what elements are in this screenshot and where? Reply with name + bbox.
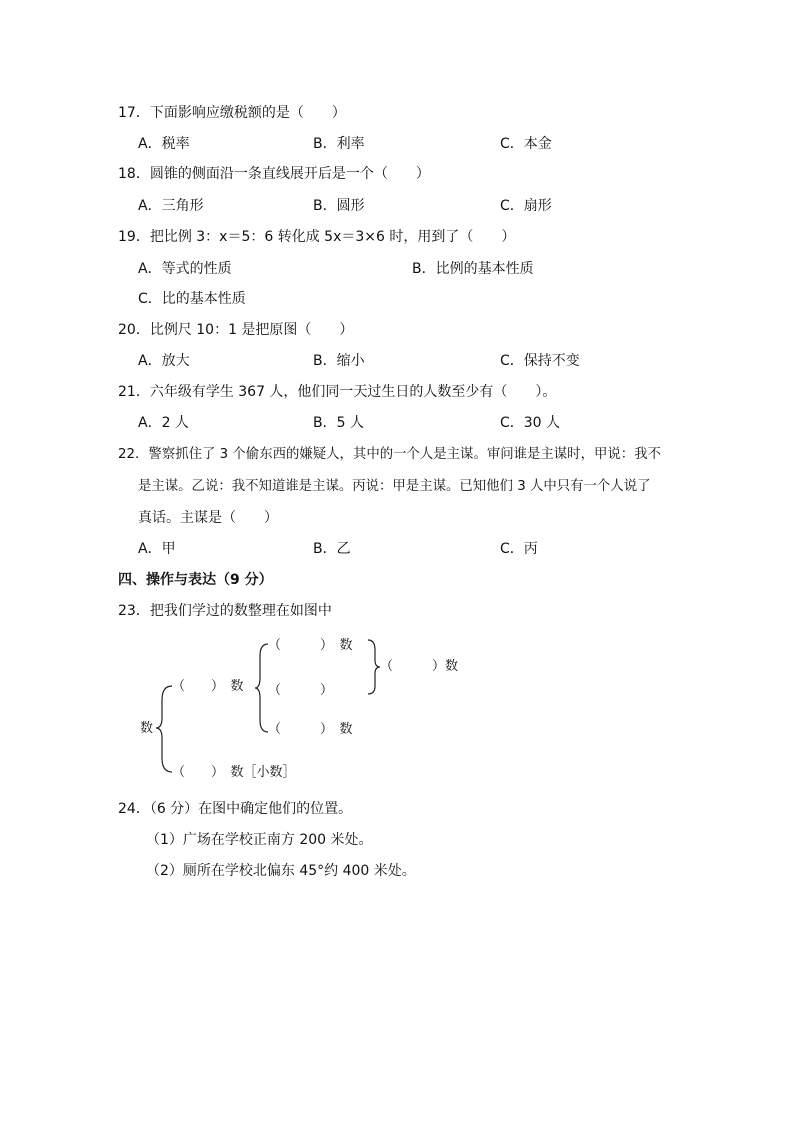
q20-option-c: C．保持不变	[500, 353, 580, 369]
diagram-level1-bottom: （ ） 数［小数］	[172, 765, 296, 780]
q21-option-a: A．2 人	[138, 415, 189, 431]
question-20-stem: 20．比例尺 10：1 是把原图（ ）	[118, 322, 354, 338]
diagram-level2-b: （ ）	[268, 683, 334, 698]
q22-option-b: B．乙	[313, 541, 351, 557]
question-17-stem: 17．下面影响应缴税额的是（ ）	[118, 105, 346, 121]
q22-option-c: C．丙	[500, 541, 538, 557]
diagram-level2-c: （ ） 数	[268, 722, 353, 737]
q17-option-a: A．税率	[138, 136, 190, 152]
q19-option-b: B．比例的基本性质	[412, 261, 534, 277]
q18-option-a: A．三角形	[138, 198, 204, 214]
q18-option-b: B．圆形	[313, 198, 365, 214]
question-19-stem: 19．把比例 3：x＝5：6 转化成 5x＝3×6 时，用到了（ ）	[118, 229, 516, 245]
q21-option-c: C．30 人	[500, 415, 561, 431]
q19-option-c: C．比的基本性质	[138, 291, 246, 307]
question-22-stem-line-3: 真话。主谋是（ ）	[138, 510, 278, 526]
right-brace	[368, 640, 380, 694]
q18-option-c: C．扇形	[500, 198, 552, 214]
q20-option-a: A．放大	[138, 353, 190, 369]
question-24-item-2: （2）厕所在学校北偏东 45°约 400 米处。	[146, 863, 416, 879]
q22-option-a: A．甲	[138, 541, 176, 557]
q20-option-b: B．缩小	[313, 353, 365, 369]
question-23-stem: 23．把我们学过的数整理在如图中	[118, 603, 332, 619]
diagram-level1-top: （ ） 数	[172, 679, 244, 694]
section-4-heading: 四、操作与表达（9 分）	[118, 572, 273, 588]
question-22-stem-line-2: 是主谋。乙说：我不知道谁是主谋。丙说：甲是主谋。已知他们 3 人中只有一个人说了	[138, 479, 651, 494]
question-21-stem: 21．六年级有学生 367 人，他们同一天过生日的人数至少有（ ）。	[118, 384, 557, 400]
q19-option-a: A．等式的性质	[138, 261, 232, 277]
question-24-stem: 24．（6 分）在图中确定他们的位置。	[118, 801, 353, 817]
root-brace	[156, 686, 172, 772]
question-18-stem: 18．圆锥的侧面沿一条直线展开后是一个（ ）	[118, 166, 430, 182]
q17-option-b: B．利率	[313, 136, 365, 152]
diagram-level2-a: （ ） 数	[268, 638, 353, 653]
question-24-item-1: （1）广场在学校正南方 200 米处。	[146, 832, 373, 848]
question-22-stem-line-1: 22．警察抓住了 3 个偷东西的嫌疑人，其中的一个人是主谋。审问谁是主谋时，甲说：我不	[118, 447, 661, 462]
q21-option-b: B．5 人	[313, 415, 364, 431]
diagram-right-label: （ ）数	[380, 659, 459, 674]
inner-brace	[255, 644, 268, 732]
q17-option-c: C．本金	[500, 136, 552, 152]
diagram-root-label: 数	[140, 721, 154, 736]
